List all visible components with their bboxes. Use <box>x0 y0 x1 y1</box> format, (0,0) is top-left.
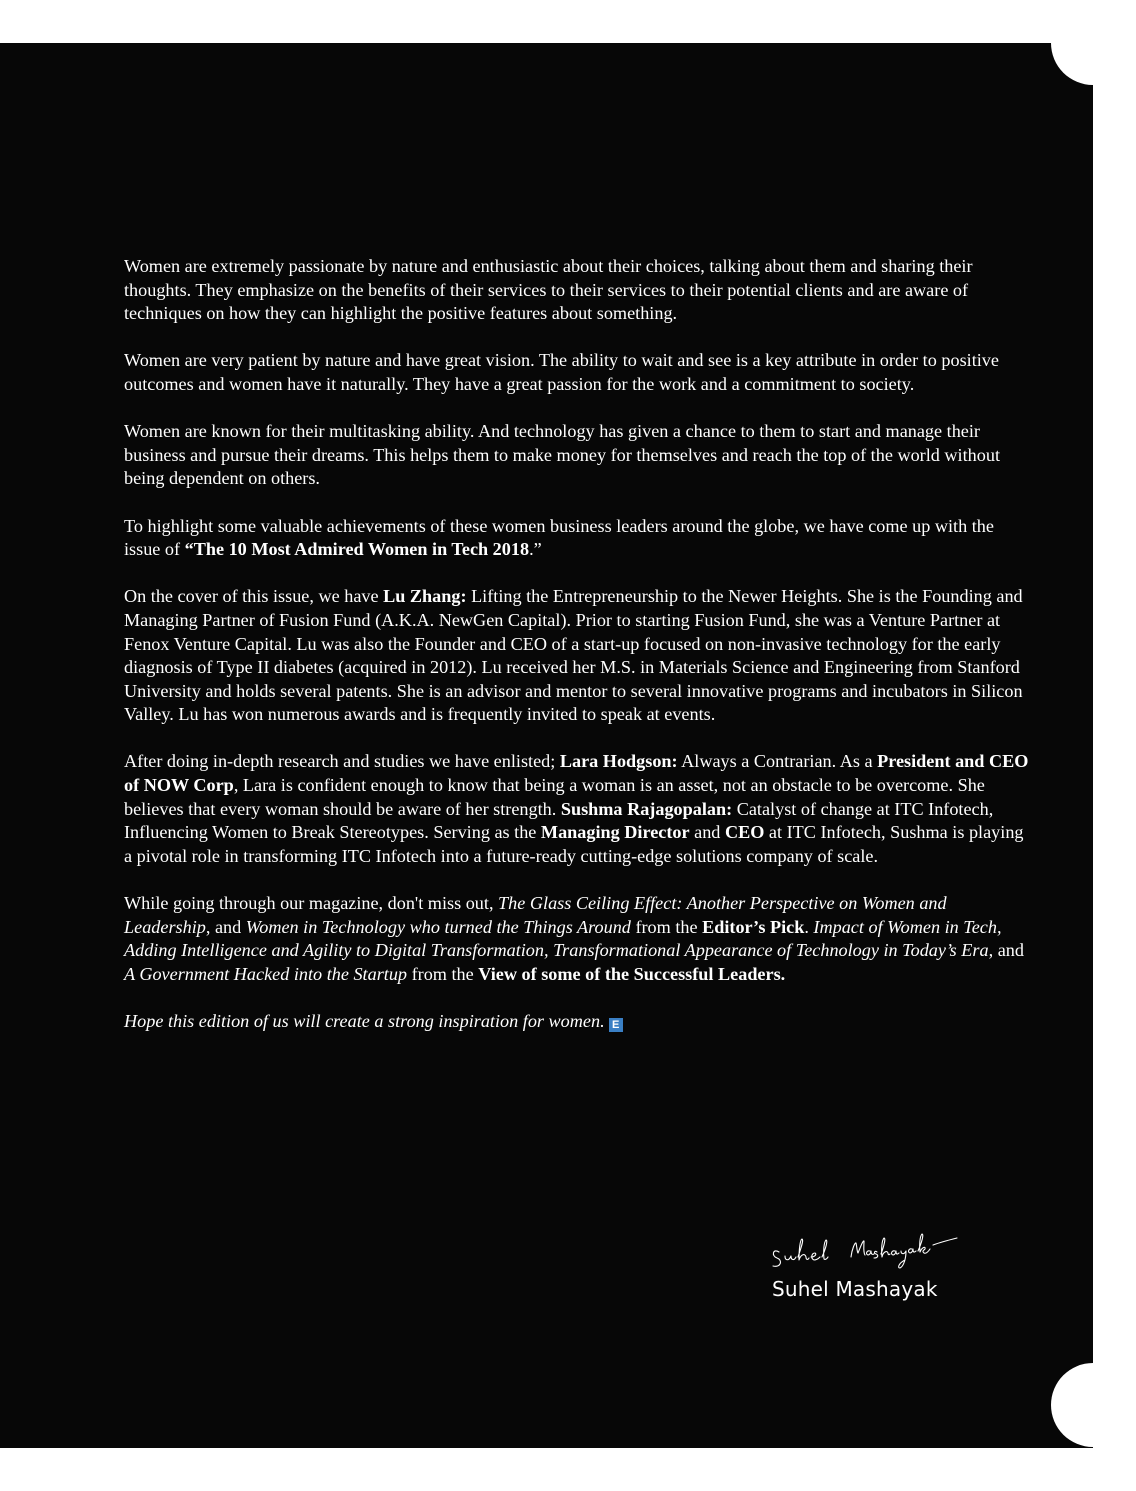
featured-name-sushma: Sushma Rajagopalan: <box>560 798 733 819</box>
article-title-glass-ceiling: The Glass Ceiling Effect: Another Perspective on Women and Leadership <box>124 893 947 937</box>
signer-name: Suhel Mashayak <box>772 1277 938 1301</box>
bottom-right-corner-notch <box>1051 1363 1135 1447</box>
featured-name-lara: Lara Hodgson: <box>559 751 678 772</box>
featured-title-now-corp: President and CEO of NOW Corp <box>124 751 1029 796</box>
cover-person-name: Lu Zhang: <box>383 586 467 607</box>
paragraph-4: To highlight some valuable achievements of these women business leaders around the globe, we have come up with the issue of “The 10 Most Admired Women in Tech 2018.” <box>124 515 994 560</box>
featured-title-ceo: CEO <box>724 822 765 843</box>
article-title-government: A Government Hacked into the Startup <box>124 963 408 984</box>
article-title-women-in-technology: Women in Technology who turned the Things Around <box>245 916 631 937</box>
paragraph-5: On the cover of this issue, we have Lu Zhang: Lifting the Entrepreneurship to the Newer Heights. She is the Founding and Managing Partner of Fusion Fund (A.K.A. NewGen Capital). Prior to starting Fusion Fund, she was a Venture Partner at Fenox Venture Capital. Lu was also the Founder and CEO of a start-up focused on non-invasive technology for the early diagnosis of Type II diabetes (acquired in 2012). Lu received her M.S. in Materials Science and Engineering from Stanford University and holds several patents. She is an advisor and mentor to several innovative programs and incubators in Silicon Valley. Lu has won numerous awards and is frequently invited to speak at events. <box>124 586 1023 725</box>
handwritten-signature <box>765 1218 965 1273</box>
section-successful-leaders: View of some of the Successful Leaders. <box>478 963 786 984</box>
paragraph-6: After doing in-depth research and studies we have enlisted; Lara Hodgson: Always a Contrarian. As a President and CEO of NOW Corp, Lara is confident enough to know that being a woman is an asset, not an obstacle to be overcome. She believes that every woman should be aware of her strength. Sushma Rajagopalan: Catalyst of change at ITC Infotech, Influencing Women to Break Stereotypes. Serving as the Managing Director and CEO at ITC Infotech, Sushma is playing a pivotal role in transforming ITC Infotech into a future-ready cutting-edge solutions company of scale. <box>124 751 1029 866</box>
issue-title: “The 10 Most Admired Women in Tech 2018 <box>184 539 530 560</box>
paragraph-7: While going through our magazine, don't miss out, The Glass Ceiling Effect: Another Perspective on Women and Leadership, and Women in Technology who turned the Things Around from the Editor’s Pick. Impact of Women in Tech, Adding Intelligence and Agility to Digital Transformation, Transformational Appearance of Technology in Today’s Era, and A Government Hacked into the Startup from the View of some of the Successful Leaders. <box>124 893 1024 984</box>
featured-title-md: Managing Director <box>540 822 690 843</box>
paragraph-8 <box>124 1010 1029 1034</box>
paragraph-2: Women are very patient by nature and have great vision. The ability to wait and see is a key attribute in order to positive outcomes and women have it naturally. They have a great passion for the work and a commitment to society. <box>124 350 999 394</box>
paragraph-3: Women are known for their multitasking ability. And technology has given a chance to them to start and manage their business and pursue their dreams. This helps them to make money for themselves and reach the top of the world without being dependent on others. <box>124 421 1001 489</box>
paragraph-1: Women are extremely passionate by nature and enthusiastic about their choices, talking about them and sharing their thoughts. They emphasize on the benefits of their services to their services to their potential clients and are aware of techniques on how they can highlight the positive features about something. <box>124 256 973 324</box>
end-of-article-icon: E <box>609 1018 623 1032</box>
section-editors-pick: Editor’s Pick <box>702 916 805 937</box>
editorial-body <box>124 255 1029 1057</box>
article-titles-leaders: Impact of Women in Tech, Adding Intelligence and Agility to Digital Transformation, Transformational Appearance of Technology in Today’s Era, <box>124 916 1002 961</box>
closing-line: Hope this edition of us will create a strong inspiration for women. <box>124 1011 605 1031</box>
top-right-corner-notch <box>1051 1 1135 85</box>
